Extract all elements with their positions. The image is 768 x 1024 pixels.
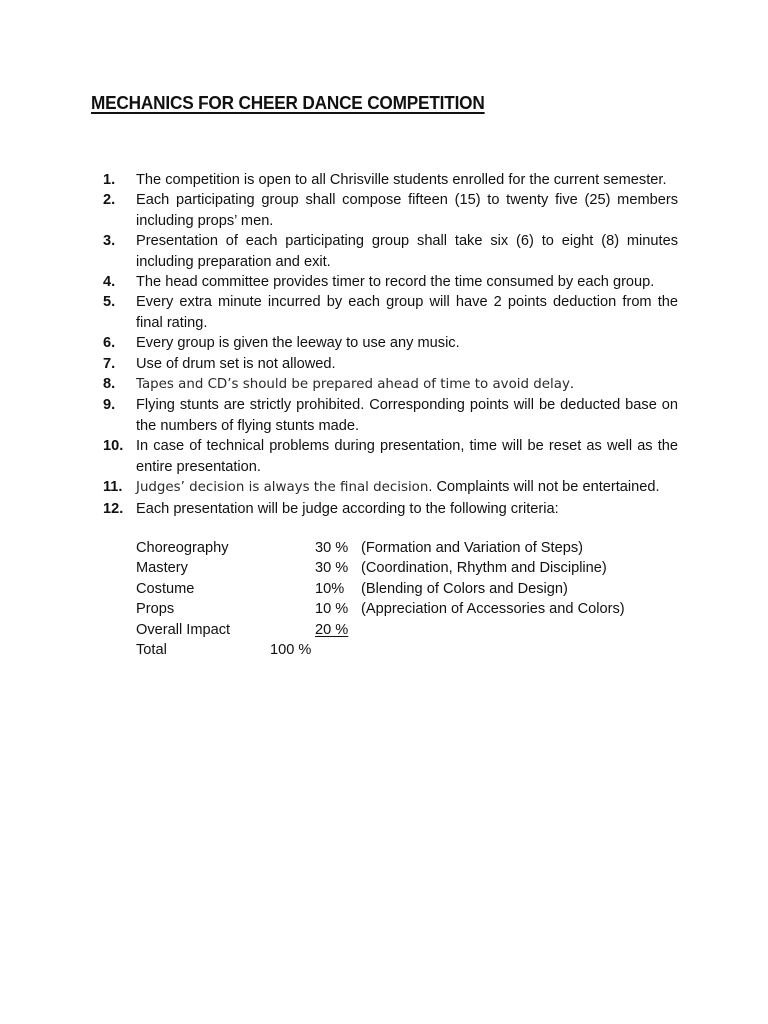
- rule-text: The head committee provides timer to record the time consumed by each group.: [136, 274, 655, 291]
- rule-number: 5.: [103, 294, 116, 311]
- rule-item: [103, 499, 678, 519]
- rule-number: 3.: [103, 233, 116, 250]
- criteria-percent: 30 %: [315, 560, 349, 577]
- rule-number: 6.: [103, 335, 116, 352]
- rule-text: In case of technical problems during presentation, time will be reset as well as the entire presentation.: [136, 438, 678, 475]
- rule-text-tail: . Complaints will not be entertained.: [428, 479, 660, 496]
- criteria-percent: 30 %: [315, 540, 349, 556]
- rule-number: 4.: [103, 274, 116, 291]
- rule-number: 7.: [103, 355, 116, 372]
- rule-item: [103, 477, 678, 498]
- rule-item: [103, 436, 678, 477]
- rule-number: 8.: [103, 376, 116, 393]
- rule-item: [103, 231, 678, 272]
- rule-text: Tapes and CD’s should be prepared ahead of time to avoid delay: [136, 377, 570, 393]
- rule-item: [103, 190, 678, 231]
- rule-text: The competition is open to all Chrisville students enrolled for the current semester.: [136, 172, 667, 188]
- rule-item: [103, 170, 678, 190]
- rule-text-tail: .: [569, 376, 574, 393]
- criteria-name: Choreography: [136, 540, 229, 556]
- criteria-name: Mastery: [136, 560, 188, 577]
- rule-text: Each presentation will be judge according to the following criteria:: [136, 500, 559, 517]
- rule-number: 11.: [103, 479, 123, 496]
- total-label: Total: [136, 641, 167, 658]
- rule-item: [103, 395, 678, 436]
- rule-item: [103, 374, 678, 395]
- rule-text: Judges’ decision is always the final decision: [136, 480, 429, 496]
- rule-text: Presentation of each participating group shall take six (6) to eight (8) minutes including preparation and exit.: [136, 233, 678, 270]
- criteria-percent: 10%: [315, 580, 345, 597]
- criteria-description: (Blending of Colors and Design): [361, 580, 568, 597]
- rule-number: 12.: [103, 500, 124, 517]
- rule-number: 10.: [103, 438, 124, 455]
- rule-number: 2.: [103, 192, 116, 209]
- rules-list: [103, 170, 678, 519]
- rule-item: [103, 354, 678, 374]
- criteria-description: (Coordination, Rhythm and Discipline): [361, 560, 607, 577]
- rule-text: Each participating group shall compose fifteen (15) to twenty five (25) members including props’ men.: [136, 192, 678, 229]
- criteria-name: Overall Impact: [136, 621, 231, 638]
- criteria-description: (Appreciation of Accessories and Colors): [361, 601, 625, 618]
- criteria-name: Props: [136, 601, 175, 618]
- criteria-name: Costume: [136, 580, 195, 597]
- criteria-description: (Formation and Variation of Steps): [361, 540, 583, 556]
- document-title: MECHANICS FOR CHEER DANCE COMPETITION: [91, 92, 485, 113]
- rule-text: Every extra minute incurred by each group will have 2 points deduction from the final rating.: [136, 294, 678, 331]
- rule-text: Every group is given the leeway to use any music.: [136, 335, 460, 352]
- rule-text: Use of drum set is not allowed.: [136, 355, 336, 372]
- rule-item: [103, 292, 678, 333]
- total-value: 100 %: [270, 641, 312, 658]
- rule-item: [103, 272, 678, 292]
- rule-number: 9.: [103, 397, 116, 414]
- rule-number: 1.: [103, 172, 116, 188]
- criteria-percent: 20 %: [315, 621, 349, 638]
- rule-text: Flying stunts are strictly prohibited. Corresponding points will be deducted base on the numbers of flying stunts made.: [136, 397, 678, 434]
- rule-item: [103, 333, 678, 353]
- criteria-percent: 10 %: [315, 601, 349, 618]
